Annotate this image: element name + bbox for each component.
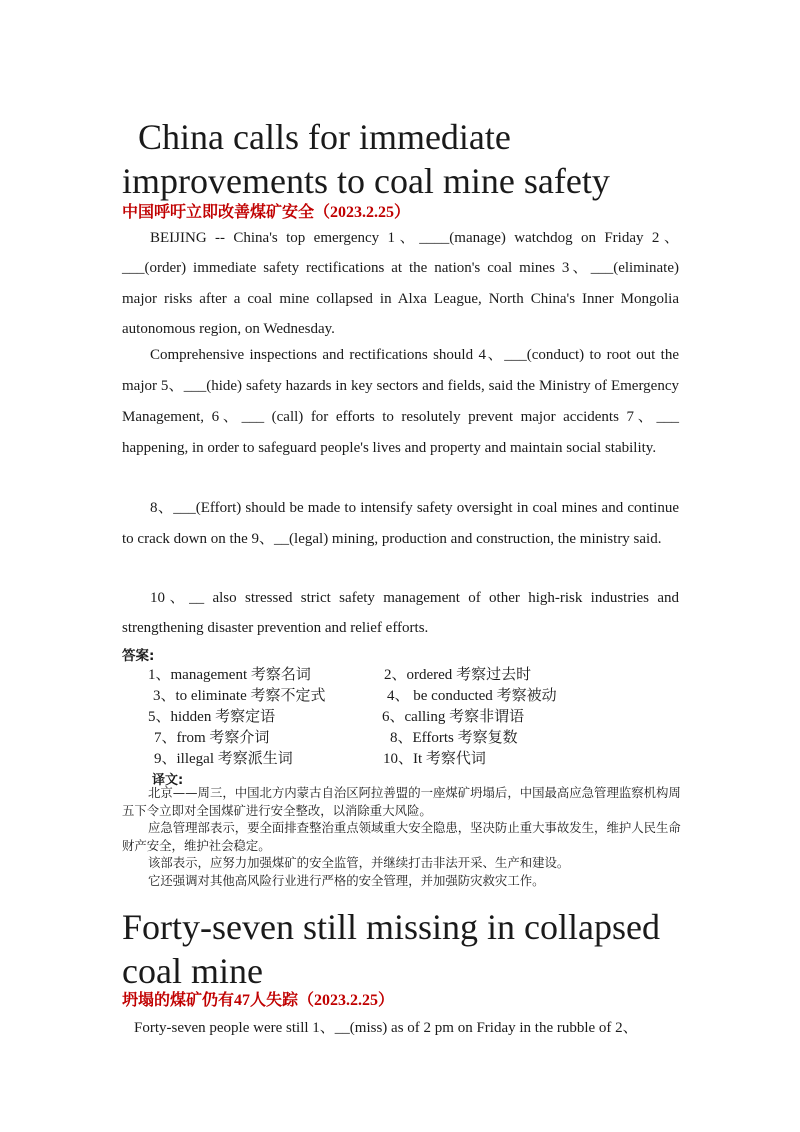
- article-subtitle-date: （2023.2.25）: [314, 204, 411, 221]
- translation-paragraph: 应急管理部表示，要全面排查整治重点领域重大安全隐患，坚决防止重大事故发生，维护人民生命财产安全，维护社会稳定。: [122, 820, 681, 853]
- article-subtitle: [122, 202, 410, 223]
- paragraph-text: Forty-seven people were still 1、__(miss) as of 2 pm on Friday in the rubble of 2、: [134, 1020, 638, 1036]
- answer-item: 3、to eliminate 考察不定式: [153, 686, 326, 704]
- article-title: [122, 115, 722, 203]
- answer-item: 7、from 考察介词: [154, 728, 270, 746]
- article2-subtitle-date: （2023.2.25）: [298, 992, 395, 1009]
- article-paragraph-3: [122, 493, 679, 554]
- paragraph-text: 8、___(Effort) should be made to intensify safety oversight in coal mines and continue to crack down on the 9、__(legal) mining, production and construction, the ministry said.: [122, 500, 679, 547]
- article-paragraph-4: [122, 584, 679, 643]
- answer-item: 1、management 考察名词: [148, 665, 311, 683]
- article2-subtitle-zh: 坍塌的煤矿仍有: [122, 990, 235, 1009]
- paragraph-text: BEIJING -- China's top emergency 1、____(manage) watchdog on Friday 2、___(order) immediate safety rectifications at the nation's coal mines 3、___(eliminate) major risks after a coal mine collapsed in Alxa League, North China's Inner Mongolia autonomous region, on Wednesday.: [122, 230, 679, 337]
- paragraph-text: Comprehensive inspections and rectifications should 4、___(conduct) to root out the major 5、___(hide) safety hazards in key sectors and fields, said the Ministry of Emergency Management, 6、___ (call) for efforts to resolutely prevent major accidents 7、___ happening, in order to safeguard people's lives and property and maintain social stability.: [122, 347, 679, 456]
- answer-item: 5、hidden 考察定语: [148, 707, 276, 725]
- answer-item: 6、calling 考察非谓语: [382, 707, 525, 725]
- answer-item: 10、It 考察代词: [383, 749, 486, 767]
- article-paragraph-1: [122, 223, 679, 344]
- answer-item: 9、illegal 考察派生词: [154, 749, 293, 767]
- answer-item: 8、Efforts 考察复数: [390, 728, 518, 746]
- article-title-text: China calls for immediate improvements to coal mine safety: [122, 117, 610, 201]
- translation-label: 译文:: [152, 773, 184, 788]
- article-subtitle-zh: 中国呼吁立即改善煤矿安全: [122, 202, 315, 221]
- translation-paragraph: 北京——周三，中国北方内蒙古自治区阿拉善盟的一座煤矿坍塌后，中国最高应急管理监察机构周五下令立即对全国煤矿进行安全整改，以消除重大风险。: [122, 785, 681, 818]
- answer-item: 4、 be conducted 考察被动: [387, 686, 557, 704]
- translation-paragraph: 它还强调对其他高风险行业进行严格的安全管理，并加强防灾救灾工作。: [148, 872, 545, 888]
- article2-paragraph-1: [122, 1013, 679, 1043]
- translation-paragraph: 该部表示，应努力加强煤矿的安全监管，并继续打击非法开采、生产和建设。: [148, 855, 570, 870]
- translation-block: [122, 784, 682, 889]
- article2-subtitle-zh2: 人失踪: [250, 990, 299, 1009]
- article2-title: Forty-seven still missing in collapsed coal mine: [122, 907, 660, 991]
- answers-label: 答案:: [122, 648, 155, 664]
- article2-subtitle-num: 47: [234, 992, 251, 1009]
- answer-item: 2、ordered 考察过去时: [384, 665, 532, 683]
- paragraph-text: 10、__ also stressed strict safety management of other high-risk industries and strengthening disaster prevention and relief efforts.: [122, 590, 679, 636]
- article-paragraph-2: [122, 340, 679, 464]
- article2-subtitle: [122, 990, 394, 1011]
